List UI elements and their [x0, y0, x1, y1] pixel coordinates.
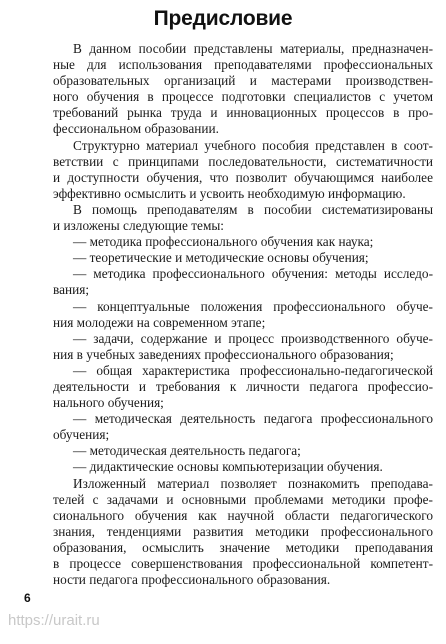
text-line: ния молодежи на современном этапе; — [53, 314, 266, 330]
text-line: ного обучения в процессе подготовки специалистов с учетом — [53, 89, 433, 105]
text-line: — задачи, содержание и процесс производственного обуче- — [73, 330, 433, 346]
text-line: Изложенный материал позволяет познакомить преподава- — [73, 475, 433, 491]
text-line: ные для использования преподавателями профессиональных — [53, 57, 433, 73]
text-line: вания; — [53, 282, 90, 298]
text-line: и доступности обучения, что позволит обучающимся наиболее — [53, 169, 433, 185]
text-line: фессиональном образовании. — [53, 121, 219, 137]
text-line: — общая характеристика профессионально-педагогической — [73, 362, 433, 378]
text-line: в процессе совершенствования профессиональной компетент- — [53, 556, 433, 571]
text-line: сионального обучения как научной области педагогического — [53, 507, 433, 523]
text-line: ности педагога профессионального образования. — [53, 572, 331, 588]
text-line: — методическая деятельность педагога; — [73, 443, 301, 459]
text-line: Структурно материал учебного пособия представлен в соот- — [73, 137, 433, 153]
page-title: Предисловие — [153, 7, 293, 30]
text-line: знания, тенденциями развития методики профессионального — [53, 523, 433, 539]
text-line: обучения; — [53, 427, 110, 443]
preface-text — [53, 41, 433, 588]
text-line: — методика профессионального обучения: методы исследо- — [73, 266, 433, 282]
text-line: требований рынка труда и инновационных процессов в про- — [53, 105, 433, 121]
text-line: — концептуальные положения профессионального обуче- — [73, 298, 433, 314]
text-line: нального обучения; — [53, 395, 164, 411]
text-line: образования, осмыслить значение методики преподавания — [53, 539, 433, 555]
text-line: В данном пособии представлены материалы, предназначен- — [73, 41, 433, 56]
watermark: https://urait.ru — [8, 612, 100, 629]
text-line: и изложены следующие темы: — [53, 218, 224, 234]
text-line: образовательных организаций и мастерами производствен- — [53, 73, 433, 89]
page-number: 6 — [24, 591, 31, 605]
text-line: телей с задачами и основными проблемами методики профе- — [53, 491, 433, 507]
text-line: деятельности и требования к личности педагога профессио- — [53, 378, 433, 394]
text-line: — методическая деятельность педагога профессионального — [73, 411, 433, 427]
text-line: ния в учебных заведениях профессионального образования; — [53, 346, 394, 362]
text-line: эффективно осмыслить и усвоить необходимую информацию. — [53, 185, 406, 201]
text-line: — дидактические основы компьютеризации обучения. — [73, 459, 383, 475]
text-line: В помощь преподавателям в пособии систематизированы — [73, 201, 433, 217]
text-line: ветствии с принципами последовательности, систематичности — [53, 153, 433, 169]
text-line: — теоретические и методические основы обучения; — [73, 250, 369, 266]
text-line: — методика профессионального обучения как наука; — [73, 234, 374, 250]
